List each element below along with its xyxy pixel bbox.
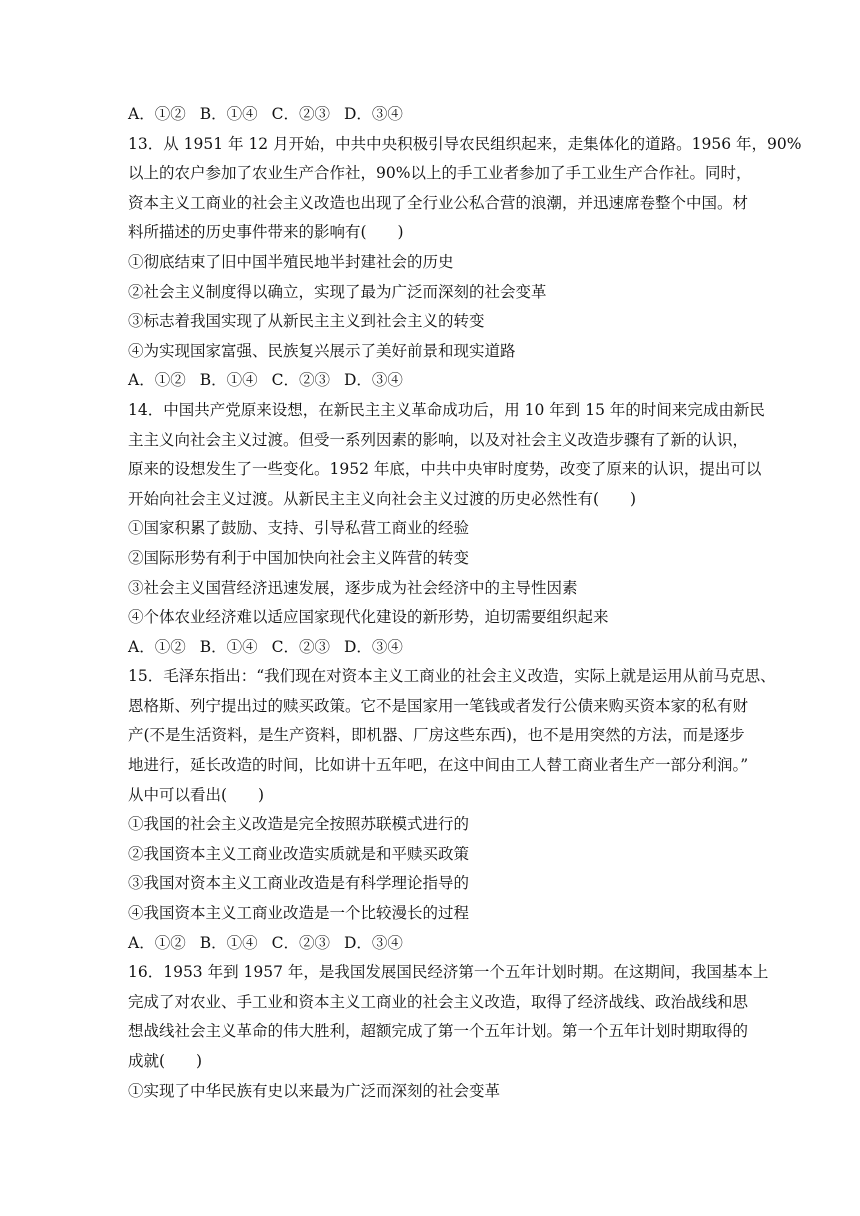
answer-option: A．①② — [128, 637, 186, 656]
stem-line: 恩格斯、列宁提出过的赎买政策。它不是国家用一笔钱或者发行公债来购买资本家的私有财 — [128, 696, 749, 715]
answer-option: B．①④ — [199, 105, 258, 123]
question-stem — [128, 130, 802, 248]
answer-options — [128, 929, 718, 959]
statement-item: ①彻底结束了旧中国半殖民地半封建社会的历史 — [128, 252, 454, 271]
answer-option: B．①④ — [199, 933, 258, 952]
statement-item: ④为实现国家富强、民族复兴展示了美好前景和现实道路 — [128, 341, 516, 360]
stem-line: 16．1953 年到 1957 年，是我国发展国民经济第一个五年计划时期。在这期间，我国基本上 — [128, 963, 769, 982]
statement-item: ④我国资本主义工商业改造是一个比较漫长的过程 — [128, 904, 470, 923]
answer-options — [128, 366, 718, 396]
answer-options — [128, 100, 718, 130]
statement-item: ②国际形势有利于中国加快向社会主义阵营的转变 — [128, 548, 470, 567]
answer-option: C．②③ — [271, 933, 330, 952]
stem-line: 14．中国共产党原来设想，在新民主主义革命成功后，用 10 年到 15 年的时间来完成由新民 — [128, 400, 765, 419]
answer-option: C．②③ — [271, 371, 330, 390]
statement-item: ③标志着我国实现了从新民主主义到社会主义的转变 — [128, 312, 485, 331]
stem-line: 成就( ) — [128, 1052, 203, 1070]
question-content — [128, 100, 802, 1106]
answer-options — [128, 633, 718, 663]
answer-option: A．①② — [128, 371, 186, 390]
stem-line: 主主义向社会主义过渡。但受一系列因素的影响，以及对社会主义改造步骤有了新的认识， — [128, 430, 749, 449]
stem-line: 13．从 1951 年 12 月开始，中共中央积极引导农民组织起来，走集体化的道路。1956 年，90% — [128, 134, 802, 153]
answer-option: B．①④ — [199, 371, 258, 390]
answer-option: B．①④ — [199, 637, 258, 656]
answer-option: A．①② — [128, 933, 186, 952]
stem-line: 以上的农户参加了农业生产合作社，90%以上的手工业者参加了手工业生产合作社。同时， — [128, 164, 752, 183]
stem-line: 从中可以看出( ) — [128, 785, 265, 804]
stem-line: 完成了对农业、手工业和资本主义工商业的社会主义改造，取得了经济战线、政治战线和思 — [128, 992, 749, 1011]
question-stem — [128, 958, 769, 1076]
statement-item: ①国家积累了鼓励、支持、引导私营工商业的经验 — [128, 519, 470, 538]
stem-line: 想战线社会主义革命的伟大胜利，超额完成了第一个五年计划。第一个五年计划时期取得的 — [128, 1022, 749, 1041]
stem-line: 开始向社会主义过渡。从新民主主义向社会主义过渡的历史必然性有( ) — [128, 489, 637, 508]
answer-option: C．②③ — [271, 637, 330, 656]
answer-option: C．②③ — [271, 105, 330, 123]
answer-option: A．①② — [128, 105, 186, 123]
stem-line: 原来的设想发生了一些变化。1952 年底，中共中央审时度势，改变了原来的认识，提出可以 — [128, 460, 762, 479]
stem-line: 资本主义工商业的社会主义改造也出现了全行业公私合营的浪潮，并迅速席卷整个中国。材 — [128, 193, 749, 212]
stem-line: 地进行，延长改造的时间，比如讲十五年吧，在这中间由工人替工商业者生产一部分利润。” — [128, 756, 749, 775]
statement-item: ③我国对资本主义工商业改造是有科学理论指导的 — [128, 874, 470, 893]
statement-item: ①我国的社会主义改造是完全按照苏联模式进行的 — [128, 815, 470, 834]
answer-option: D．③④ — [343, 637, 403, 656]
answer-option: D．③④ — [343, 371, 403, 390]
question-stem — [128, 396, 765, 514]
statement-item: ①实现了中华民族有史以来最为广泛而深刻的社会变革 — [128, 1081, 501, 1100]
statement-item: ③社会主义国营经济迅速发展，逐步成为社会经济中的主导性因素 — [128, 578, 578, 597]
stem-line: 15．毛泽东指出：“我们现在对资本主义工商业的社会主义改造，实际上就是运用从前马克思、 — [128, 667, 776, 686]
statement-item: ④个体农业经济难以适应国家现代化建设的新形势，迫切需要组织起来 — [128, 608, 609, 627]
question-stem — [128, 662, 776, 810]
answer-option: D．③④ — [343, 105, 403, 123]
statement-item: ②我国资本主义工商业改造实质就是和平赎买政策 — [128, 844, 470, 863]
stem-line: 料所描述的历史事件带来的影响有( ) — [128, 223, 404, 242]
statement-item: ②社会主义制度得以确立，实现了最为广泛而深刻的社会变革 — [128, 282, 547, 301]
stem-line: 产(不是生活资料，是生产资料，即机器、厂房这些东西)，也不是用突然的方法，而是逐步 — [128, 726, 745, 745]
answer-option: D．③④ — [343, 933, 403, 952]
